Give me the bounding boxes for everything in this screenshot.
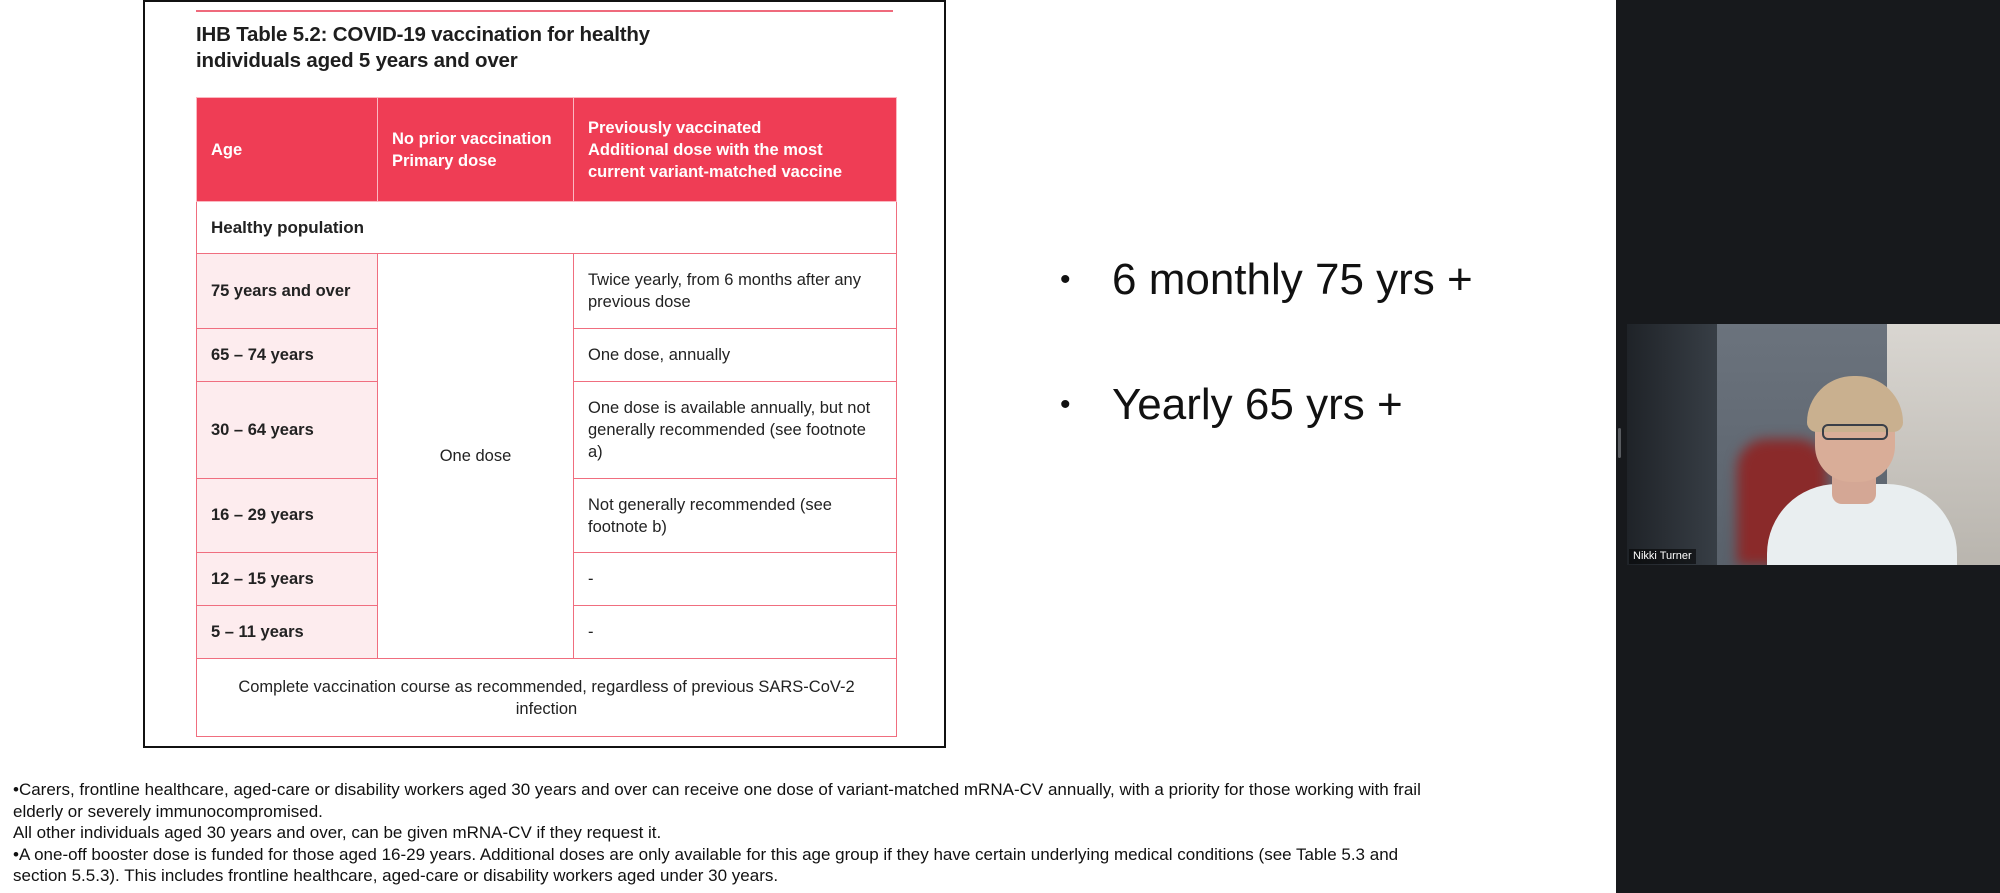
footnote-line: •Carers, frontline healthcare, aged-care or disability workers aged 30 years and over can receive one dose of variant-matched mRNA-CV annually, with a priority for those working with frail elderly or severely immunocompromised. <box>13 780 1421 821</box>
table-image <box>143 0 946 748</box>
header-age-label: Age <box>211 140 243 159</box>
table-footer-note: Complete vaccination course as recommended, regardless of previous SARS-CoV-2 infection <box>197 659 897 737</box>
table-row <box>197 254 897 329</box>
age-cell: 12 – 15 years <box>197 553 378 606</box>
bullet-list <box>1060 250 1600 500</box>
footnote-line: All other individuals aged 30 years and over, can be given mRNA-CV if they request it. <box>13 823 662 842</box>
age-cell: 65 – 74 years <box>197 329 378 382</box>
participant-figure <box>1822 424 1888 440</box>
primary-dose-cell: One dose <box>378 254 574 659</box>
participant-video-tile[interactable] <box>1627 324 2000 565</box>
panel-resize-handle[interactable] <box>1618 428 1621 458</box>
bullet-dot-icon: • <box>1060 263 1071 296</box>
footer-row <box>197 659 897 737</box>
previous-dose-cell: - <box>574 606 897 659</box>
table-title: IHB Table 5.2: COVID-19 vaccination for healthy individuals aged 5 years and over <box>196 23 650 72</box>
header-no-prior-label: No prior vaccination Primary dose <box>392 129 552 170</box>
header-previous-label: Previously vaccinated Additional dose with the most current variant-matched vaccine <box>588 118 843 181</box>
footnote-line: •A one-off booster dose is funded for those aged 16-29 years. Additional doses are only available for this age group if they have certain underlying medical conditions (see Table 5.3 and section 5.5.3). This includes frontline healthcare, aged-care or disability workers aged under 30 years. <box>13 844 1399 885</box>
header-age <box>197 98 378 202</box>
footnotes <box>13 779 1433 887</box>
section-label: Healthy population <box>197 202 897 254</box>
bullet-item <box>1060 250 1600 310</box>
age-cell: 5 – 11 years <box>197 606 378 659</box>
participant-name-label: Nikki Turner <box>1629 549 1696 564</box>
decorative-rule <box>196 10 893 12</box>
previous-dose-cell: One dose is available annually, but not generally recommended (see footnote a) <box>574 382 897 479</box>
previous-dose-cell: Not generally recommended (see footnote b) <box>574 479 897 553</box>
section-row <box>197 202 897 254</box>
header-previously-vaccinated <box>574 98 897 202</box>
previous-dose-cell: - <box>574 553 897 606</box>
bullet-text: 6 monthly 75 yrs + <box>1112 255 1473 304</box>
bullet-item <box>1060 375 1600 435</box>
previous-dose-cell: One dose, annually <box>574 329 897 382</box>
age-cell: 75 years and over <box>197 254 378 329</box>
header-no-prior <box>378 98 574 202</box>
bullet-dot-icon: • <box>1060 388 1071 421</box>
bullet-text: Yearly 65 yrs + <box>1112 380 1403 429</box>
age-cell: 16 – 29 years <box>197 479 378 553</box>
age-cell: 30 – 64 years <box>197 382 378 479</box>
previous-dose-cell: Twice yearly, from 6 months after any previous dose <box>574 254 897 329</box>
vaccination-table <box>196 97 897 737</box>
